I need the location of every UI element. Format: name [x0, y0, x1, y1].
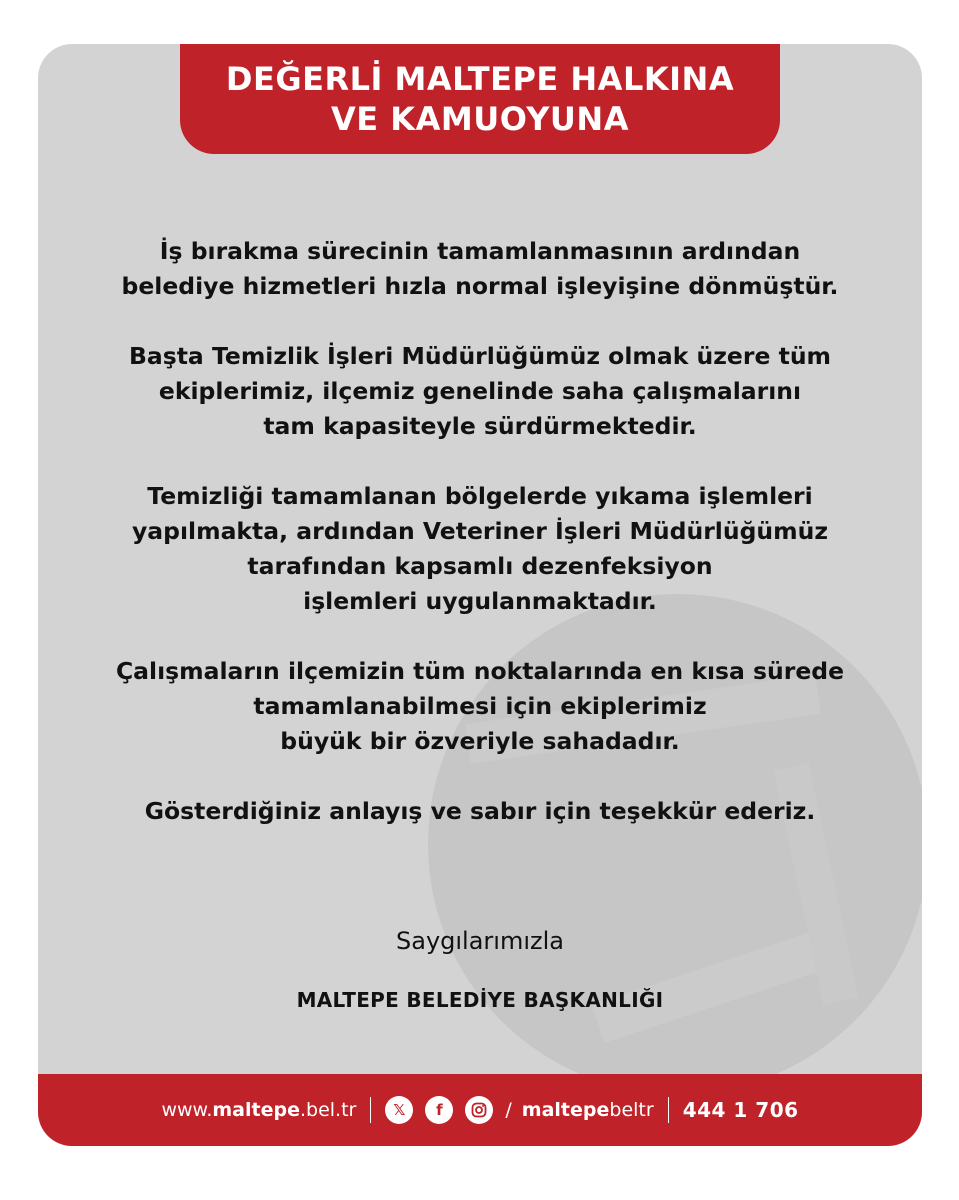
paragraph-line: Temizliği tamamlanan bölgelerde yıkama işlemleri: [147, 482, 813, 510]
closing-text: Saygılarımızla: [396, 927, 564, 955]
paragraph-line: belediye hizmetleri hızla normal işleyişine dönmüştür.: [121, 272, 839, 300]
website-link[interactable]: [161, 1099, 356, 1121]
facebook-icon[interactable]: f: [425, 1096, 453, 1124]
title-line-2: VE KAMUOYUNA: [331, 100, 629, 138]
website-prefix: www.: [161, 1099, 213, 1121]
social-handle[interactable]: [505, 1099, 653, 1121]
paragraph-line: büyük bir özveriyle sahadadır.: [280, 727, 680, 755]
paragraph-line: İş bırakma sürecinin tamamlanmasının ardından: [159, 237, 801, 265]
paragraph-line: ekiplerimiz, ilçemiz genelinde saha çalışmalarını: [158, 377, 802, 405]
handle-slash: /: [505, 1099, 512, 1121]
paragraph-1: [38, 234, 922, 304]
paragraph-line: tamamlanabilmesi için ekiplerimiz: [253, 692, 707, 720]
paragraph-line: Çalışmaların ilçemizin tüm noktalarında en kısa sürede: [115, 657, 845, 685]
instagram-icon[interactable]: [465, 1096, 493, 1124]
announcement-body: [38, 234, 922, 864]
signature: MALTEPE BELEDİYE BAŞKANLIĞI: [296, 988, 664, 1012]
x-icon[interactable]: 𝕏: [385, 1096, 413, 1124]
divider: [370, 1097, 371, 1123]
divider: [668, 1097, 669, 1123]
paragraph-line: yapılmakta, ardından Veteriner İşleri Müdürlüğümüz: [131, 517, 829, 545]
paragraph-5: [38, 794, 922, 829]
footer-bar: [38, 1074, 922, 1146]
paragraph-4: [38, 654, 922, 759]
paragraph-2: [38, 339, 922, 444]
announcement-card: [38, 44, 922, 1146]
paragraph-line: Gösterdiğiniz anlayış ve sabır için teşekkür ederiz.: [144, 797, 816, 825]
paragraph-line: işlemleri uygulanmaktadır.: [303, 587, 657, 615]
website-suffix: .bel.tr: [299, 1099, 357, 1121]
paragraph-line: tarafından kapsamlı dezenfeksiyon: [247, 552, 713, 580]
title-line-1: DEĞERLİ MALTEPE HALKINA: [225, 60, 735, 98]
instagram-glyph: [471, 1102, 487, 1118]
title-banner: [180, 44, 780, 154]
paragraph-3: [38, 479, 922, 619]
handle-suffix: beltr: [609, 1099, 654, 1121]
paragraph-line: tam kapasiteyle sürdürmektedir.: [263, 412, 697, 440]
website-main: maltepe: [212, 1099, 300, 1121]
paragraph-line: Başta Temizlik İşleri Müdürlüğümüz olmak üzere tüm: [128, 342, 832, 370]
phone-number[interactable]: 444 1 706: [682, 1098, 799, 1122]
handle-main: maltepe: [521, 1099, 610, 1121]
